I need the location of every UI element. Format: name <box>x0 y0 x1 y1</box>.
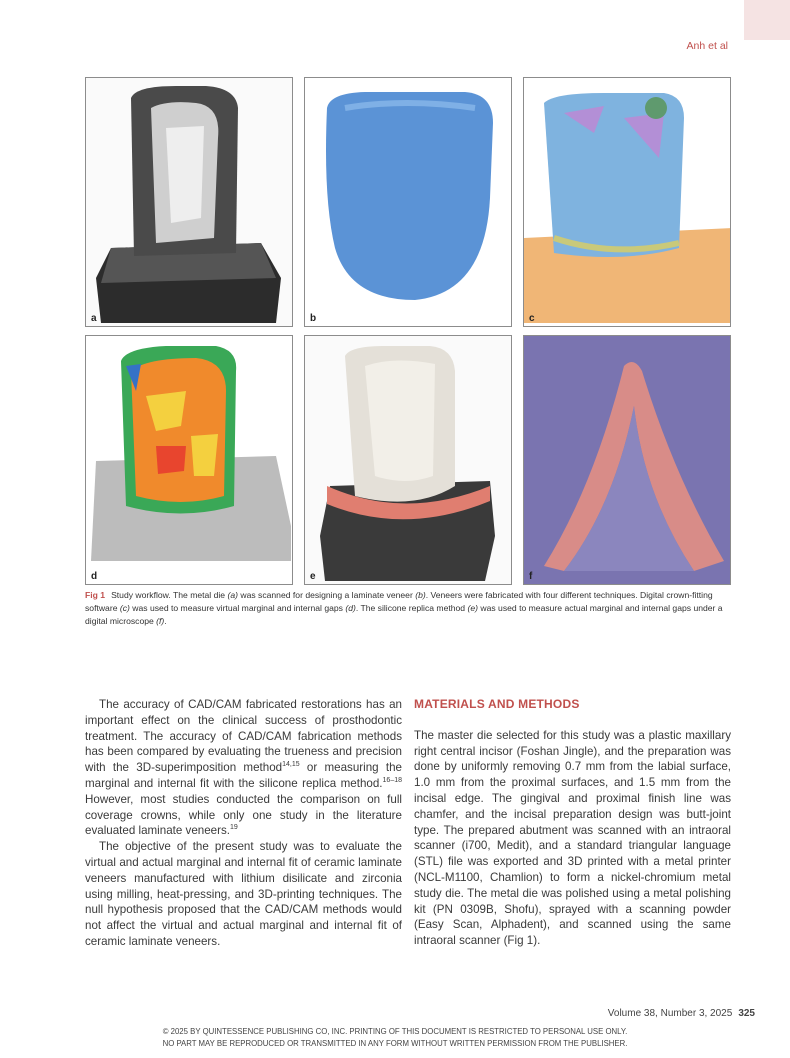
body-text: The accuracy of CAD/CAM fabricated restorations has an important effect on the clinical success of prosthodontic treatment. The accuracy of CAD/CAM fabrication methods has been compared by evaluating the trueness and precision with the 3D-superimposition method <box>85 698 402 775</box>
panel-label-f: f <box>529 571 533 582</box>
footer-volume <box>608 1008 755 1019</box>
copyright-notice <box>0 1026 790 1050</box>
caption-text: was used to measure virtual marginal and internal gaps <box>129 603 346 613</box>
body-text: However, most studies conducted the comparison on full coverage crowns, while only one study in the literature evaluated laminate veneers. <box>85 792 402 838</box>
running-header-author: Anh et al <box>686 40 728 52</box>
panel-c-crown-fitting <box>523 77 731 327</box>
gap-color-map-image <box>86 336 293 585</box>
citation: 16–18 <box>382 777 402 785</box>
caption-text: . The silicone replica method <box>355 603 468 613</box>
crown-fitting-image <box>524 78 731 327</box>
citation: 14,15 <box>282 761 300 769</box>
silicone-replica-image <box>305 336 512 585</box>
caption-label: Fig 1 <box>85 590 106 600</box>
panel-d-gap-map <box>85 335 293 585</box>
right-column <box>414 697 731 949</box>
caption-text: . Veneers were fabricated with four different techniques. Digital crown-fitting software <box>85 590 713 613</box>
volume-text: Volume 38, Number 3, 2025 <box>607 1008 733 1019</box>
panel-label-a: a <box>91 313 97 324</box>
panel-label-b: b <box>310 313 317 324</box>
veneer-design-image <box>305 78 512 327</box>
copyright-line: © 2025 BY QUINTESSENCE PUBLISHING CO, INC. PRINTING OF THIS DOCUMENT IS RESTRICTED TO PERSONAL USE ONLY. <box>162 1027 628 1036</box>
panel-label-d: d <box>91 571 98 582</box>
panel-label-c: c <box>529 313 535 324</box>
citation: 19 <box>230 824 238 832</box>
left-column <box>85 697 402 950</box>
metal-die-image <box>86 78 293 327</box>
paragraph-methods: The master die selected for this study was a plastic maxillary right central incisor (Foshan Jingle), and the preparation was done by uniformly removing 0.7 mm from the labial surface, 1.0 mm from the proximal surfaces, and 1.5 mm from the incisal edge. The gingival and proximal finish line was chamfer, and the incisal preparation design was butt-joint type. The prepared abutment was scanned with an intraoral scanner (i700, Medit), and a standard triangular language (STL) file was exported and 3D printed with a metal printer (NCL-M1100, Chamlion) to form a nickel-chromium metal study die. The metal die was polished using a metal polishing kit (PN 0309B, Shofu), sprayed with a scanning powder (Easy Scan, Alphadent), and scanned using the same intraoral scanner (Fig 1). <box>414 728 731 948</box>
caption-ref: (e) <box>467 603 478 613</box>
caption-ref: (f) <box>156 616 165 626</box>
paragraph-accuracy <box>85 697 402 839</box>
caption-ref: (b) <box>415 590 426 600</box>
panel-f-microscope <box>523 335 731 585</box>
paragraph-objective: The objective of the present study was to evaluate the virtual and actual marginal and internal fit of ceramic laminate veneers manufactured with lithium disilicate and zirconia using milling, heat-pressing, and 3D-printing techniques. The null hypothesis proposed that the CAD/CAM methods would not affect the virtual and actual marginal and internal fit of ceramic laminate veneers. <box>85 840 402 948</box>
caption-ref: (a) <box>227 590 238 600</box>
panel-b-veneer-design <box>304 77 512 327</box>
panel-label-e: e <box>310 571 316 582</box>
caption-text: Study workflow. The metal die <box>111 590 228 600</box>
section-heading: MATERIALS AND METHODS <box>414 697 580 711</box>
copyright-line: NO PART MAY BE REPRODUCED OR TRANSMITTED IN ANY FORM WITHOUT WRITTEN PERMISSION FROM THE PUBLISHER. <box>162 1039 628 1048</box>
caption-ref: (c) <box>119 603 130 613</box>
panel-e-silicone-replica <box>304 335 512 585</box>
figure-caption <box>85 589 731 628</box>
microscope-section-image <box>524 336 731 585</box>
page-number: 325 <box>738 1008 755 1019</box>
body-text: or measuring the marginal and internal fit with the silicone replica method. <box>85 761 402 790</box>
caption-text: was used to measure actual marginal and internal gaps under a digital microscope <box>85 603 723 626</box>
caption-text: was scanned for designing a laminate veneer <box>237 590 416 600</box>
caption-ref: (d) <box>345 603 356 613</box>
corner-decoration <box>744 0 790 40</box>
panel-a-metal-die <box>85 77 293 327</box>
caption-text: . <box>164 616 167 626</box>
